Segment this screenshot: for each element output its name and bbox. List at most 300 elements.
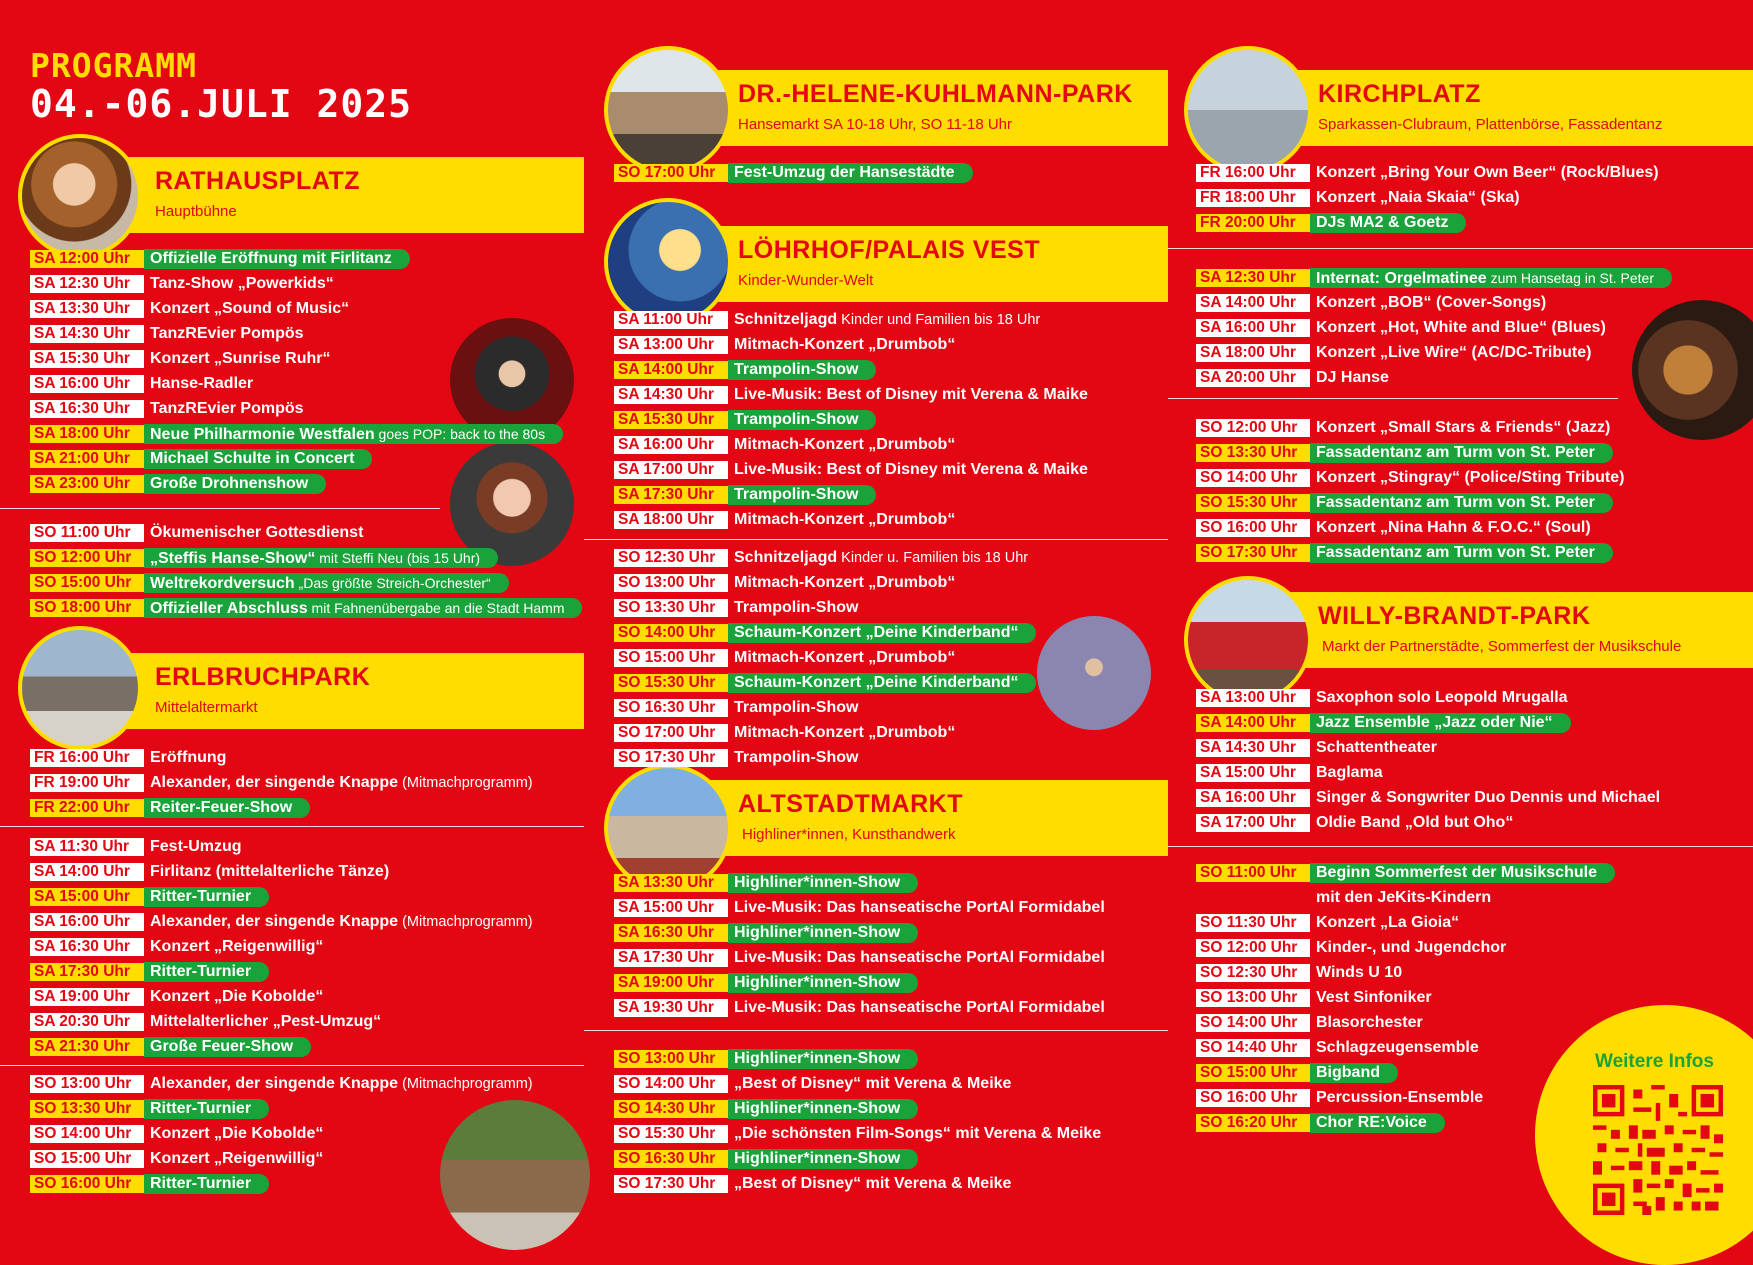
venue-subtitle: Mittelaltermarkt <box>155 699 258 716</box>
event-row <box>614 922 918 944</box>
event-row <box>1196 962 1402 984</box>
event-title: Blasorchester <box>1316 1014 1423 1031</box>
event-time: SA 15:30 Uhr <box>30 350 144 368</box>
event-time: SA 16:00 Uhr <box>1196 789 1310 807</box>
program-title: PROGRAMM <box>30 46 197 85</box>
event-time: SO 15:00 Uhr <box>30 574 144 592</box>
event-time: SA 19:00 Uhr <box>614 974 728 992</box>
event-title: Konzert „Naia Skaia“ (Ska) <box>1316 189 1520 206</box>
event-time: SO 14:00 Uhr <box>1196 469 1310 487</box>
event-row <box>30 547 498 569</box>
event-title: Schnitzeljagd Kinder u. Familien bis 18 Uhr <box>734 549 1029 566</box>
event-time: SA 18:00 Uhr <box>1196 344 1310 362</box>
event-title: Konzert „Bring Your Own Beer“ (Rock/Blues) <box>1316 164 1659 181</box>
event-row <box>614 972 918 994</box>
event-row <box>614 997 1105 1019</box>
divider <box>0 508 440 509</box>
event-title: Fassadentanz am Turm von St. Peter <box>1310 543 1613 563</box>
event-row <box>30 473 326 495</box>
event-title: Konzert „Hot, White and Blue“ (Blues) <box>1316 319 1606 336</box>
event-time: SA 16:30 Uhr <box>30 938 144 956</box>
event-time: SO 15:30 Uhr <box>614 674 728 692</box>
event-row <box>1196 317 1606 339</box>
event-title: Highliner*innen-Show <box>728 1149 918 1169</box>
event-time: SO 13:30 Uhr <box>1196 444 1310 462</box>
event-row <box>1196 1087 1483 1109</box>
event-time: SO 14:00 Uhr <box>614 1075 728 1093</box>
event-row <box>30 423 563 445</box>
event-title: Konzert „Die Kobolde“ <box>150 988 324 1005</box>
divider <box>0 826 584 827</box>
event-time: SA 18:00 Uhr <box>30 425 144 443</box>
divider <box>1168 398 1618 399</box>
event-time: FR 16:00 Uhr <box>1196 164 1310 182</box>
venue-title: WILLY-BRANDT-PARK <box>1318 602 1591 630</box>
event-row <box>30 348 330 370</box>
event-time: SA 11:00 Uhr <box>614 311 728 329</box>
event-time: FR 20:00 Uhr <box>1196 214 1310 232</box>
photo-musician <box>18 134 142 258</box>
event-note: mit Fahnenübergabe an die Stadt Hamm <box>307 600 565 616</box>
event-time: SA 19:30 Uhr <box>614 999 728 1017</box>
event-title: Mittelalterlicher „Pest-Umzug“ <box>150 1013 382 1030</box>
event-time: SO 13:00 Uhr <box>614 574 728 592</box>
event-title: Trampolin-Show <box>734 699 859 716</box>
event-note: (Mitmachprogramm) <box>398 1076 533 1092</box>
event-row <box>30 986 323 1008</box>
divider <box>584 539 1168 540</box>
event-row <box>30 772 533 794</box>
event-title: Konzert „Live Wire“ (AC/DC-Tribute) <box>1316 344 1592 361</box>
event-time: SA 13:30 Uhr <box>30 300 144 318</box>
event-time: SA 14:30 Uhr <box>614 386 728 404</box>
event-row <box>1196 212 1466 234</box>
event-title: Konzert „Die Kobolde“ <box>150 1125 324 1142</box>
divider <box>0 1065 584 1066</box>
event-time: SA 15:00 Uhr <box>614 899 728 917</box>
event-time: SA 21:30 Uhr <box>30 1038 144 1056</box>
event-row <box>30 298 349 320</box>
event-title: Beginn Sommerfest der Musikschule <box>1310 863 1615 883</box>
event-title: mit den JeKits-Kindern <box>1316 889 1492 906</box>
event-title: Trampolin-Show <box>728 360 876 380</box>
event-title: „Best of Disney“ mit Verena & Meike <box>734 1075 1012 1092</box>
event-time: SA 20:30 Uhr <box>30 1013 144 1031</box>
event-time: SO 16:00 Uhr <box>30 1175 144 1193</box>
event-time: SO 11:00 Uhr <box>30 524 144 542</box>
event-title: Mitmach-Konzert „Drumbob“ <box>734 436 956 453</box>
event-row <box>30 797 310 819</box>
divider <box>1168 846 1753 847</box>
event-row <box>30 1036 311 1058</box>
banner-willybrandt <box>1270 592 1753 668</box>
event-time: SA 15:30 Uhr <box>614 411 728 429</box>
event-time: SO 16:20 Uhr <box>1196 1114 1310 1132</box>
event-title: Trampolin-Show <box>734 749 859 766</box>
event-title: Mitmach-Konzert „Drumbob“ <box>734 649 956 666</box>
event-title: Große Drohnenshow <box>144 474 326 494</box>
venue-subtitle: Kinder-Wunder-Welt <box>738 272 874 289</box>
event-row <box>614 509 955 531</box>
event-title: Trampolin-Show <box>728 410 876 430</box>
venue-subtitle: Highliner*innen, Kunsthandwerk <box>742 826 956 843</box>
venue-title: RATHAUSPLATZ <box>155 167 361 195</box>
event-row <box>1196 292 1546 314</box>
event-row <box>1196 737 1437 759</box>
event-title: Konzert „Reigenwillig“ <box>150 938 324 955</box>
event-title: Mitmach-Konzert „Drumbob“ <box>734 574 956 591</box>
event-row <box>1196 1012 1423 1034</box>
venue-title: ALTSTADTMARKT <box>738 790 963 818</box>
event-time: SO 17:30 Uhr <box>614 749 728 767</box>
event-title: Fest-Umzug der Hansestädte <box>728 163 973 183</box>
event-row <box>1196 812 1513 834</box>
event-time: FR 19:00 Uhr <box>30 774 144 792</box>
event-row <box>614 1073 1011 1095</box>
event-time: SA 12:00 Uhr <box>30 250 144 268</box>
event-row <box>30 572 509 594</box>
event-time: SO 12:00 Uhr <box>30 549 144 567</box>
event-row <box>1196 187 1520 209</box>
event-row <box>30 747 226 769</box>
event-time: SO 11:00 Uhr <box>1196 864 1310 882</box>
event-row <box>614 1123 1101 1145</box>
photo-knights <box>18 626 142 750</box>
event-title: Konzert „Reigenwillig“ <box>150 1150 324 1167</box>
event-time: SA 12:30 Uhr <box>1196 269 1310 287</box>
event-time: SO 16:00 Uhr <box>1196 1089 1310 1107</box>
event-time: SO 16:30 Uhr <box>614 699 728 717</box>
event-title: Mitmach-Konzert „Drumbob“ <box>734 336 956 353</box>
event-time: SA 13:00 Uhr <box>614 336 728 354</box>
event-time: SO 13:30 Uhr <box>614 599 728 617</box>
event-row <box>614 359 876 381</box>
qr-code-icon[interactable] <box>1593 1085 1723 1215</box>
event-title: Konzert „Small Stars & Friends“ (Jazz) <box>1316 419 1611 436</box>
event-row <box>30 597 582 619</box>
event-title: Live-Musik: Best of Disney mit Verena & Maike <box>734 386 1088 403</box>
event-title: Chor RE:Voice <box>1310 1113 1445 1133</box>
event-row <box>614 947 1105 969</box>
event-note: goes POP: back to the 80s <box>374 426 546 442</box>
event-title: Große Feuer-Show <box>144 1037 311 1057</box>
event-row <box>614 459 1088 481</box>
event-time: SO 14:40 Uhr <box>1196 1039 1310 1057</box>
venue-title: ERLBRUCHPARK <box>155 663 371 691</box>
event-row <box>30 936 323 958</box>
event-title: Internat: Orgelmatinee zum Hansetag in St. Peter <box>1310 268 1672 288</box>
event-note: mit Steffi Neu (bis 15 Uhr) <box>315 550 481 566</box>
venue-title: LÖHRHOF/PALAIS VEST <box>738 236 1041 264</box>
event-time: SA 13:30 Uhr <box>614 874 728 892</box>
event-time: SA 14:30 Uhr <box>1196 739 1310 757</box>
event-title: Jazz Ensemble „Jazz oder Nie“ <box>1310 713 1571 733</box>
event-time: SA 11:30 Uhr <box>30 838 144 856</box>
event-row <box>30 1148 323 1170</box>
event-title: „Best of Disney“ mit Verena & Meike <box>734 1175 1012 1192</box>
event-time: SO 13:00 Uhr <box>30 1075 144 1093</box>
event-title: Offizieller Abschluss mit Fahnenübergabe an die Stadt Hamm <box>144 598 582 618</box>
event-time: SO 14:00 Uhr <box>1196 1014 1310 1032</box>
banner-kuhlmann <box>690 70 1168 146</box>
event-row <box>30 1011 381 1033</box>
event-row <box>614 622 1036 644</box>
event-time: SO 12:30 Uhr <box>614 549 728 567</box>
event-note: „Das größte Streich-Orchester“ <box>294 575 491 591</box>
event-time: SO 17:00 Uhr <box>614 724 728 742</box>
photo-jumper <box>1037 616 1151 730</box>
event-row <box>614 747 858 769</box>
event-time: FR 18:00 Uhr <box>1196 189 1310 207</box>
event-time: SO 15:00 Uhr <box>614 649 728 667</box>
photo-dancer <box>1184 46 1312 174</box>
event-row <box>614 384 1088 406</box>
event-row <box>614 697 858 719</box>
event-title: Ritter-Turnier <box>144 1099 269 1119</box>
event-time: SA 20:00 Uhr <box>1196 369 1310 387</box>
event-row <box>30 373 253 395</box>
event-time: SA 17:00 Uhr <box>1196 814 1310 832</box>
event-row <box>614 897 1105 919</box>
event-time: SO 15:00 Uhr <box>1196 1064 1310 1082</box>
event-title: Schattentheater <box>1316 739 1437 756</box>
banner-loehrhof <box>690 226 1168 302</box>
event-row <box>1196 417 1610 439</box>
event-row <box>1196 912 1459 934</box>
event-time: SO 12:00 Uhr <box>1196 419 1310 437</box>
event-row <box>30 522 363 544</box>
event-row <box>1196 987 1432 1009</box>
event-title: Konzert „Sunrise Ruhr“ <box>150 350 331 367</box>
venue-title: DR.-HELENE-KUHLMANN-PARK <box>738 80 1133 108</box>
event-row <box>614 722 955 744</box>
event-title: Baglama <box>1316 764 1383 781</box>
event-title: Firlitanz (mittelalterliche Tänze) <box>150 863 390 880</box>
event-note: Kinder und Familien bis 18 Uhr <box>837 312 1041 328</box>
event-row <box>1196 1062 1398 1084</box>
event-time: SA 17:00 Uhr <box>614 461 728 479</box>
event-title: Ökumenischer Gottesdienst <box>150 524 364 541</box>
event-row <box>1196 787 1660 809</box>
photo-tournament <box>440 1100 590 1250</box>
event-time: SA 14:00 Uhr <box>30 863 144 881</box>
event-title: Live-Musik: Das hanseatische PortAl Formidabel <box>734 899 1105 916</box>
event-time: SA 21:00 Uhr <box>30 450 144 468</box>
event-title: Neue Philharmonie Westfalen goes POP: back to the 80s <box>144 424 563 444</box>
event-title: Mitmach-Konzert „Drumbob“ <box>734 724 956 741</box>
event-note: zum Hansetag in St. Peter <box>1486 270 1655 286</box>
event-title: Schlagzeugensemble <box>1316 1039 1479 1056</box>
event-title: Live-Musik: Das hanseatische PortAl Formidabel <box>734 999 1105 1016</box>
event-time: SA 14:00 Uhr <box>1196 714 1310 732</box>
event-time: SA 14:30 Uhr <box>30 325 144 343</box>
event-row <box>30 323 304 345</box>
event-time: SA 16:00 Uhr <box>614 436 728 454</box>
event-row <box>614 597 858 619</box>
event-title: Reiter-Feuer-Show <box>144 798 310 818</box>
venue-subtitle: Markt der Partnerstädte, Sommerfest der Musikschule <box>1322 638 1682 655</box>
event-row <box>30 961 269 983</box>
event-title: Eröffnung <box>150 749 227 766</box>
info-circle <box>1535 1005 1753 1265</box>
event-time: SO 12:00 Uhr <box>1196 939 1310 957</box>
event-row <box>614 1173 1011 1195</box>
event-row <box>614 872 918 894</box>
event-time: SA 19:00 Uhr <box>30 988 144 1006</box>
event-row <box>614 409 876 431</box>
event-title: Weltrekordversuch „Das größte Streich-Orchester“ <box>144 573 509 593</box>
event-title: Highliner*innen-Show <box>728 1049 918 1069</box>
event-row <box>30 861 389 883</box>
event-title: Singer & Songwriter Duo Dennis und Michael <box>1316 789 1661 806</box>
event-row <box>614 672 1036 694</box>
event-row <box>614 1098 918 1120</box>
event-time: SA 18:00 Uhr <box>614 511 728 529</box>
banner-kirchplatz <box>1270 70 1753 146</box>
event-time: SA 16:30 Uhr <box>30 400 144 418</box>
event-title: Konzert „Sound of Music“ <box>150 300 350 317</box>
event-title: Hanse-Radler <box>150 375 254 392</box>
event-title: Vest Sinfoniker <box>1316 989 1432 1006</box>
event-time: SA 15:00 Uhr <box>30 888 144 906</box>
event-row <box>1196 162 1659 184</box>
event-row <box>30 836 242 858</box>
event-row <box>30 886 269 908</box>
event-title: Trampolin-Show <box>728 485 876 505</box>
event-title: DJs MA2 & Goetz <box>1310 213 1466 233</box>
event-row <box>30 1123 323 1145</box>
event-title: Fest-Umzug <box>150 838 242 855</box>
event-time: SO 16:30 Uhr <box>614 1150 728 1168</box>
event-row <box>1196 517 1591 539</box>
event-title: Highliner*innen-Show <box>728 873 918 893</box>
event-time: SA 16:00 Uhr <box>1196 319 1310 337</box>
event-row <box>614 434 955 456</box>
event-title: Saxophon solo Leopold Mrugalla <box>1316 689 1568 706</box>
event-row <box>614 309 1040 331</box>
event-title: Fassadentanz am Turm von St. Peter <box>1310 493 1613 513</box>
venue-subtitle: Hauptbühne <box>155 203 237 220</box>
banner-rathausplatz <box>100 157 584 233</box>
event-row <box>1196 862 1615 884</box>
event-time: SA 14:00 Uhr <box>614 361 728 379</box>
event-title: Konzert „BOB“ (Cover-Songs) <box>1316 294 1547 311</box>
event-row <box>614 547 1028 569</box>
event-row <box>1196 267 1672 289</box>
event-row <box>1196 687 1568 709</box>
event-title: Ritter-Turnier <box>144 962 269 982</box>
event-row <box>30 448 372 470</box>
event-time: SA 16:00 Uhr <box>30 913 144 931</box>
event-title: „Die schönsten Film-Songs“ mit Verena & Meike <box>734 1125 1102 1142</box>
event-time: SA 17:30 Uhr <box>614 949 728 967</box>
event-time: SA 17:30 Uhr <box>30 963 144 981</box>
banner-altstadtmarkt <box>690 780 1168 856</box>
event-row <box>614 1048 918 1070</box>
event-title: Trampolin-Show <box>734 599 859 616</box>
event-title: Percussion-Ensemble <box>1316 1089 1484 1106</box>
event-row <box>614 572 955 594</box>
photo-kinderwelt <box>604 198 732 326</box>
event-note: (Mitmachprogramm) <box>398 775 533 791</box>
event-time: SO 17:00 Uhr <box>614 164 728 182</box>
event-row <box>614 647 955 669</box>
event-title: TanzREvier Pompös <box>150 325 304 342</box>
event-row <box>30 248 410 270</box>
event-title: Konzert „Stingray“ (Police/Sting Tribute) <box>1316 469 1625 486</box>
event-row <box>30 911 533 933</box>
event-row <box>1196 342 1591 364</box>
event-time: SO 15:30 Uhr <box>1196 494 1310 512</box>
event-title: „Steffis Hanse-Show“ mit Steffi Neu (bis 15 Uhr) <box>144 548 498 568</box>
event-title: Highliner*innen-Show <box>728 1099 918 1119</box>
event-time: SO 15:30 Uhr <box>614 1125 728 1143</box>
event-time: SO 18:00 Uhr <box>30 599 144 617</box>
event-title: Alexander, der singende Knappe (Mitmachprogramm) <box>150 1075 533 1092</box>
event-row <box>30 273 334 295</box>
event-time: SO 17:30 Uhr <box>614 1175 728 1193</box>
event-row <box>30 1073 533 1095</box>
event-time: SO 13:00 Uhr <box>1196 989 1310 1007</box>
event-title: Mitmach-Konzert „Drumbob“ <box>734 511 956 528</box>
venue-subtitle: Sparkassen-Clubraum, Plattenbörse, Fassadentanz <box>1318 116 1663 133</box>
event-row <box>1196 937 1506 959</box>
event-row <box>1196 467 1624 489</box>
event-title: Offizielle Eröffnung mit Firlitanz <box>144 249 410 269</box>
event-time: SA 12:30 Uhr <box>30 275 144 293</box>
event-time: SO 15:00 Uhr <box>30 1150 144 1168</box>
event-row <box>1196 762 1383 784</box>
event-title: Highliner*innen-Show <box>728 923 918 943</box>
event-note: (Mitmachprogramm) <box>398 914 533 930</box>
event-title: Michael Schulte in Concert <box>144 449 372 469</box>
event-title: Konzert „Nina Hahn & F.O.C.“ (Soul) <box>1316 519 1591 536</box>
event-time: SO 13:30 Uhr <box>30 1100 144 1118</box>
event-title: Konzert „La Gioia“ <box>1316 914 1460 931</box>
event-time: SO 11:30 Uhr <box>1196 914 1310 932</box>
event-title: Live-Musik: Das hanseatische PortAl Formidabel <box>734 949 1105 966</box>
event-title: Fassadentanz am Turm von St. Peter <box>1310 443 1613 463</box>
event-row <box>1196 367 1389 389</box>
event-title: Tanz-Show „Powerkids“ <box>150 275 334 292</box>
event-time: SA 23:00 Uhr <box>30 475 144 493</box>
page-header <box>30 48 412 124</box>
event-note: Kinder u. Familien bis 18 Uhr <box>837 550 1029 566</box>
event-row <box>30 398 304 420</box>
event-title: Oldie Band „Old but Oho“ <box>1316 814 1514 831</box>
event-time: SA 16:00 Uhr <box>30 375 144 393</box>
event-title: Ritter-Turnier <box>144 1174 269 1194</box>
event-row <box>614 334 955 356</box>
event-title: DJ Hanse <box>1316 369 1389 386</box>
event-time: FR 22:00 Uhr <box>30 799 144 817</box>
event-time: SO 14:30 Uhr <box>614 1100 728 1118</box>
photo-musikschule <box>1184 576 1312 704</box>
event-row <box>614 484 876 506</box>
event-row <box>30 1098 269 1120</box>
event-time: SA 15:00 Uhr <box>1196 764 1310 782</box>
event-title: Alexander, der singende Knappe (Mitmachprogramm) <box>150 913 533 930</box>
event-title: Kinder-, und Jugendchor <box>1316 939 1507 956</box>
event-title: Highliner*innen-Show <box>728 973 918 993</box>
event-title: Bigband <box>1310 1063 1398 1083</box>
banner-erlbruchpark <box>100 653 584 729</box>
event-row <box>614 162 973 184</box>
event-time: SA 14:00 Uhr <box>1196 294 1310 312</box>
event-row <box>1196 492 1613 514</box>
event-time: SO 12:30 Uhr <box>1196 964 1310 982</box>
event-row <box>1196 1037 1479 1059</box>
